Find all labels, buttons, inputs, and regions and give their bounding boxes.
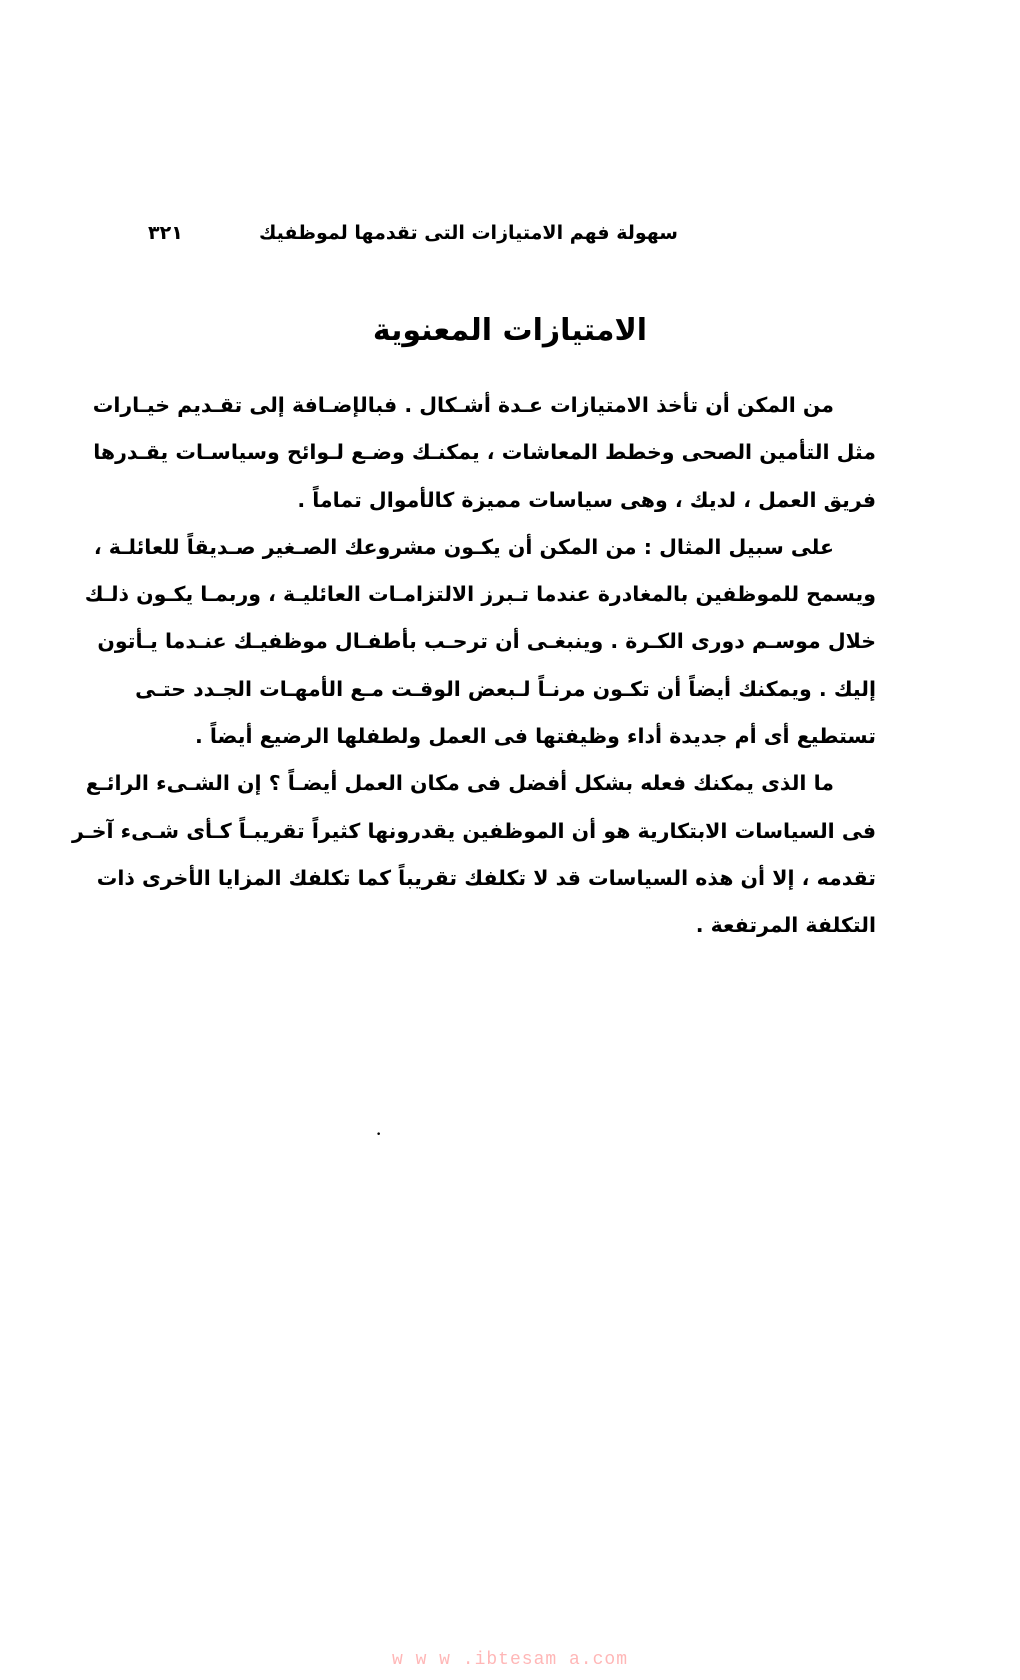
- paragraph-2-line-1: على سبيل المثال : من المكن أن يكـون مشروعك الصـغير صـديقاً للعائلـة ،: [93, 534, 834, 559]
- paragraph-3-line-2: فى السياسات الابتكارية هو أن الموظفين يقدرونها كثيراً تقريبـاً كـأى شـىء آخـر: [71, 818, 876, 843]
- page-header: [148, 218, 678, 248]
- paragraph-2-line-2: ويسمح للموظفين بالمغادرة عندما تـبرز الالتزامـات العائليـة ، وربمـا يكـون ذلـك: [84, 582, 876, 607]
- paragraph-1-line-2: مثل التأمين الصحى وخطط المعاشات ، يمكنـك وضـع لـوائح وسياسـات يقـدرها: [93, 440, 876, 465]
- paragraph-1-line-1: من المكن أن تأخذ الامتيازات عـدة أشـكال . فبالإضـافة إلى تقـديم خيـارات: [92, 393, 834, 417]
- paragraph-2-line-5: تستطيع أى أم جديدة أداء وظيفتها فى العمل ولطفلها الرضيع أيضاً .: [194, 724, 876, 749]
- paragraph-1-line-3: فريق العمل ، لديك ، وهى سياسات مميزة كالأموال تماماً .: [297, 487, 876, 512]
- section-heading: الامتيازات المعنوية: [372, 313, 648, 348]
- watermark: w w w .ibtesam a.com: [391, 1650, 629, 1670]
- paragraph-3-line-3: تقدمه ، إلا أن هذه السياسات قد لا تكلفك تقريباً كما تكلفك المزايا الأخرى ذات: [96, 865, 876, 890]
- paragraph-3-line-1: ما الذى يمكنك فعله بشكل أفضل فى مكان العمل أيضـاً ؟ إن الشـىء الرائـع: [85, 771, 834, 796]
- paragraph-2-line-4: إليك . ويمكنك أيضاً أن تكـون مرنـاً لـبعض الوقـت مـع الأمهـات الجـدد حتـى: [135, 676, 876, 701]
- scan-artifact-mark: •: [376, 1130, 382, 1140]
- body-text: [71, 382, 876, 950]
- running-title: سهولة فهم الامتيازات التى تقدمها لموظفيك: [258, 222, 678, 244]
- paragraph-2-line-3: خلال موسـم دورى الكـرة . وينبغـى أن ترحـب بأطفـال موظفيـك عنـدما يـأتون: [97, 629, 876, 654]
- paragraph-3-line-4: التكلفة المرتفعة .: [695, 913, 876, 938]
- page-number: ٣٢١: [148, 222, 183, 244]
